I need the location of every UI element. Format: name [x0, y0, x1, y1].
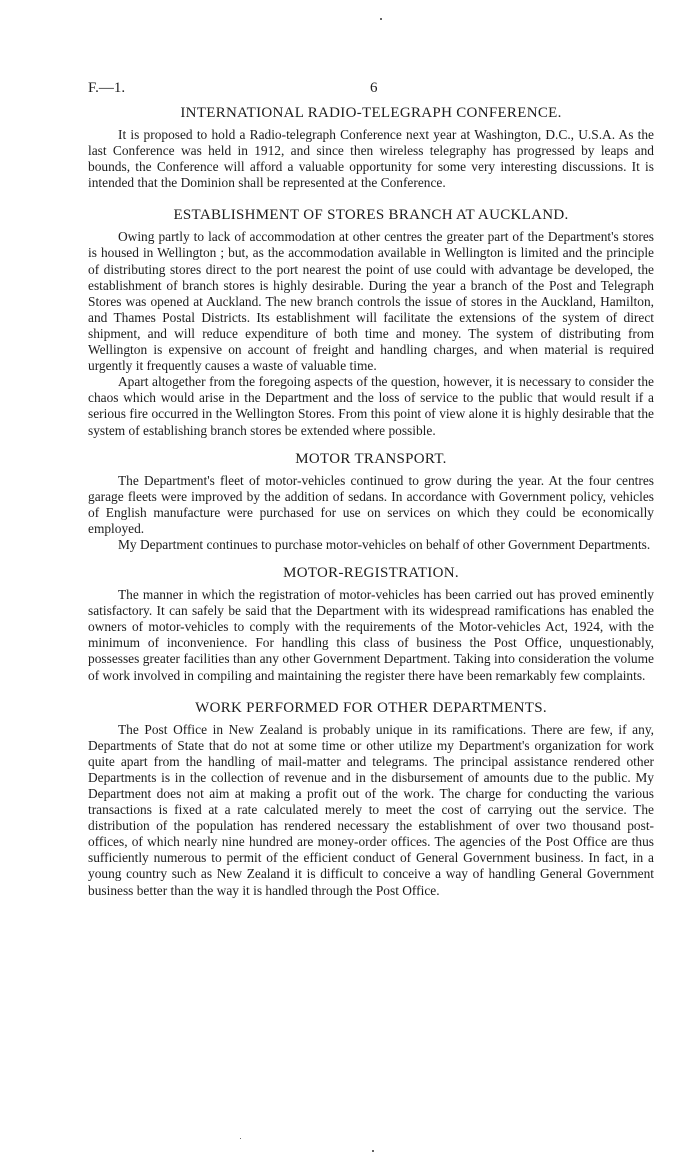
paragraph: The Department's fleet of motor-vehicles continued to grow during the year. At the four centres garage fleets were improved by the addition of sedans. In accordance with Government policy, vehicles of English manufacture were purchased for use on services on which they could be economically employed.: [88, 472, 654, 536]
paragraph: Apart altogether from the foregoing aspects of the question, however, it is necessary to consider the chaos which would arise in the Department and the loss of service to the public that would result if a serious fire occurred in the Wellington Stores. From this point of view alone it is highly desirable that the system of establishing branch stores be extended where possible.: [88, 374, 654, 438]
scan-speck-mid: [240, 1138, 241, 1139]
section-heading: ESTABLISHMENT OF STORES BRANCH AT AUCKLAND.: [173, 207, 569, 224]
paragraph: Owing partly to lack of accommodation at other centres the greater part of the Department's stores is housed in Wellington ; but, as the accommodation available in Wellington is limited and the principle of distributing stores direct to the port nearest the point of use could with advantage be developed, the establishment of branch stores is highly desirable. During the year a branch of the Post and Telegraph Stores was opened at Auckland. The new branch controls the issue of stores in the Auckland, Hamilton, and Thames Postal Districts. Its establishment will facilitate the extensions of the system of direct shipment, and will reduce expenditure of both time and money. The system of distributing from Wellington is expensive on account of freight and handling charges, and when material is required urgently it frequently causes a waste of valuable time.: [88, 229, 654, 374]
section-heading: MOTOR-REGISTRATION.: [283, 565, 459, 582]
section-other-departments: [88, 698, 654, 899]
paragraph: My Department continues to purchase motor-vehicles on behalf of other Government Departments.: [118, 536, 651, 552]
section-radio-telegraph: [88, 103, 654, 191]
scan-speck-bottom: [372, 1150, 374, 1152]
section-heading: MOTOR TRANSPORT.: [295, 450, 447, 467]
document-body: [88, 103, 654, 908]
section-heading: WORK PERFORMED FOR OTHER DEPARTMENTS.: [195, 699, 547, 716]
paragraph: The manner in which the registration of motor-vehicles has been carried out has proved eminently satisfactory. It can safely be said that the Department with its widespread ramifications has enabled the owners of motor-vehicles to comply with the requirements of the Motor-vehicles Act, 1924, with the minimum of inconvenience. For handling this class of business the Post Office, unquestionably, possesses greater facilities than any other Government Department. Taking into consideration the volume of work involved in compiling and maintaining the register there have been remarkably few complaints.: [88, 587, 654, 683]
section-heading: INTERNATIONAL RADIO-TELEGRAPH CONFERENCE.: [180, 105, 562, 121]
page-header: [88, 80, 654, 100]
section-motor-transport: [88, 449, 654, 553]
section-stores-branch: [88, 205, 654, 438]
document-code: F.—1.: [88, 80, 126, 96]
paragraph: It is proposed to hold a Radio-telegraph Conference next year at Washington, D.C., U.S.A. As the last Conference was held in 1912, and since then wireless telegraphy has progressed by leaps and bounds, the Conference will afford a valuable opportunity for some very interesting discussions. It is intended that the Dominion shall be represented at the Conference.: [88, 127, 654, 191]
scan-speck-top: [380, 18, 382, 20]
section-motor-registration: [88, 563, 654, 684]
page-number: 6: [370, 80, 378, 96]
paragraph: The Post Office in New Zealand is probably unique in its ramifications. There are few, if any, Departments of State that do not at some time or other utilize my Department's organization for work quite apart from the handling of mail-matter and telegrams. The principal assistance rendered other Departments is in the collection of revenue and in the disbursement of amounts due to the public. My Department does not aim at making a profit out of the work. The charge for conducting the various transactions is fixed at a rate calculated merely to meet the cost of carrying out the service. The distribution of the population has rendered necessary the establishment of over two thousand post-offices, of which nearly nine hundred are money-order offices. The agencies of the Post Office are thus sufficiently numerous to permit of the efficient conduct of General Government business. In fact, in a young country such as New Zealand it is difficult to conceive a way of handling General Government business better than the way it is handled through the Post Office.: [88, 721, 654, 898]
